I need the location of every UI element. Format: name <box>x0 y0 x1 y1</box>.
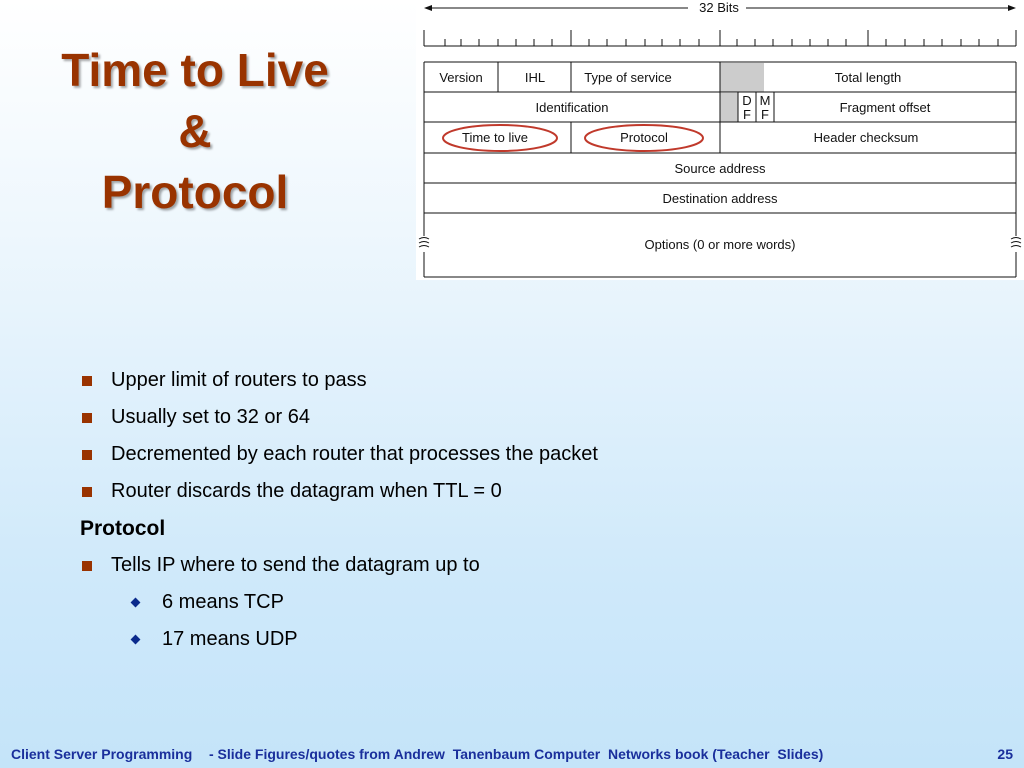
field-df-top: D <box>742 93 752 108</box>
field-options: Options (0 or more words) <box>644 237 796 252</box>
list-item: Router discards the datagram when TTL = 0 <box>80 473 980 510</box>
field-time-to-live: Time to live <box>462 130 528 145</box>
bits-label: 32 Bits <box>699 0 739 15</box>
field-mf-top: M <box>759 93 771 108</box>
field-version: Version <box>439 70 483 85</box>
slide-footer <box>11 746 1013 764</box>
field-fragment-offset: Fragment offset <box>839 100 931 115</box>
square-bullet-icon <box>82 487 92 497</box>
list-item: Decremented by each router that processes the packet <box>80 436 980 473</box>
diamond-bullet-icon <box>131 598 141 608</box>
field-header-checksum: Header checksum <box>813 130 919 145</box>
bullet-list <box>80 362 980 658</box>
title-line-3: Protocol <box>101 166 289 218</box>
title-line-1: Time to Live <box>61 44 329 96</box>
list-item: Tells IP where to send the datagram up to <box>80 547 980 584</box>
field-mf-bottom: F <box>761 107 769 122</box>
footer-credit: - Slide Figures/quotes from Andrew Tanenbaum Computer Networks book (Teacher Slides) <box>209 746 824 762</box>
field-source-address: Source address <box>674 161 766 176</box>
square-bullet-icon <box>82 413 92 423</box>
list-item: Upper limit of routers to pass <box>80 362 980 399</box>
field-df-bottom: F <box>743 107 751 122</box>
square-bullet-icon <box>82 376 92 386</box>
list-item: 17 means UDP <box>80 621 980 658</box>
slide-title <box>20 40 370 223</box>
page-number: 25 <box>997 746 1013 762</box>
ip-header-diagram <box>416 0 1024 280</box>
list-item: 6 means TCP <box>80 584 980 621</box>
bit-ruler <box>424 30 1016 46</box>
field-protocol: Protocol <box>620 130 668 145</box>
diamond-bullet-icon <box>131 635 141 645</box>
field-type-of-service: Type of service <box>584 70 672 85</box>
field-ihl: IHL <box>524 70 546 85</box>
protocol-heading: Protocol <box>80 516 166 540</box>
footer-course: Client Server Programming <box>11 746 193 762</box>
title-line-2: & <box>178 105 212 157</box>
field-identification: Identification <box>535 100 609 115</box>
list-item: Usually set to 32 or 64 <box>80 399 980 436</box>
square-bullet-icon <box>82 561 92 571</box>
field-destination-address: Destination address <box>662 191 778 206</box>
field-total-length: Total length <box>834 70 902 85</box>
square-bullet-icon <box>82 450 92 460</box>
ip-header-figure <box>416 0 1024 280</box>
